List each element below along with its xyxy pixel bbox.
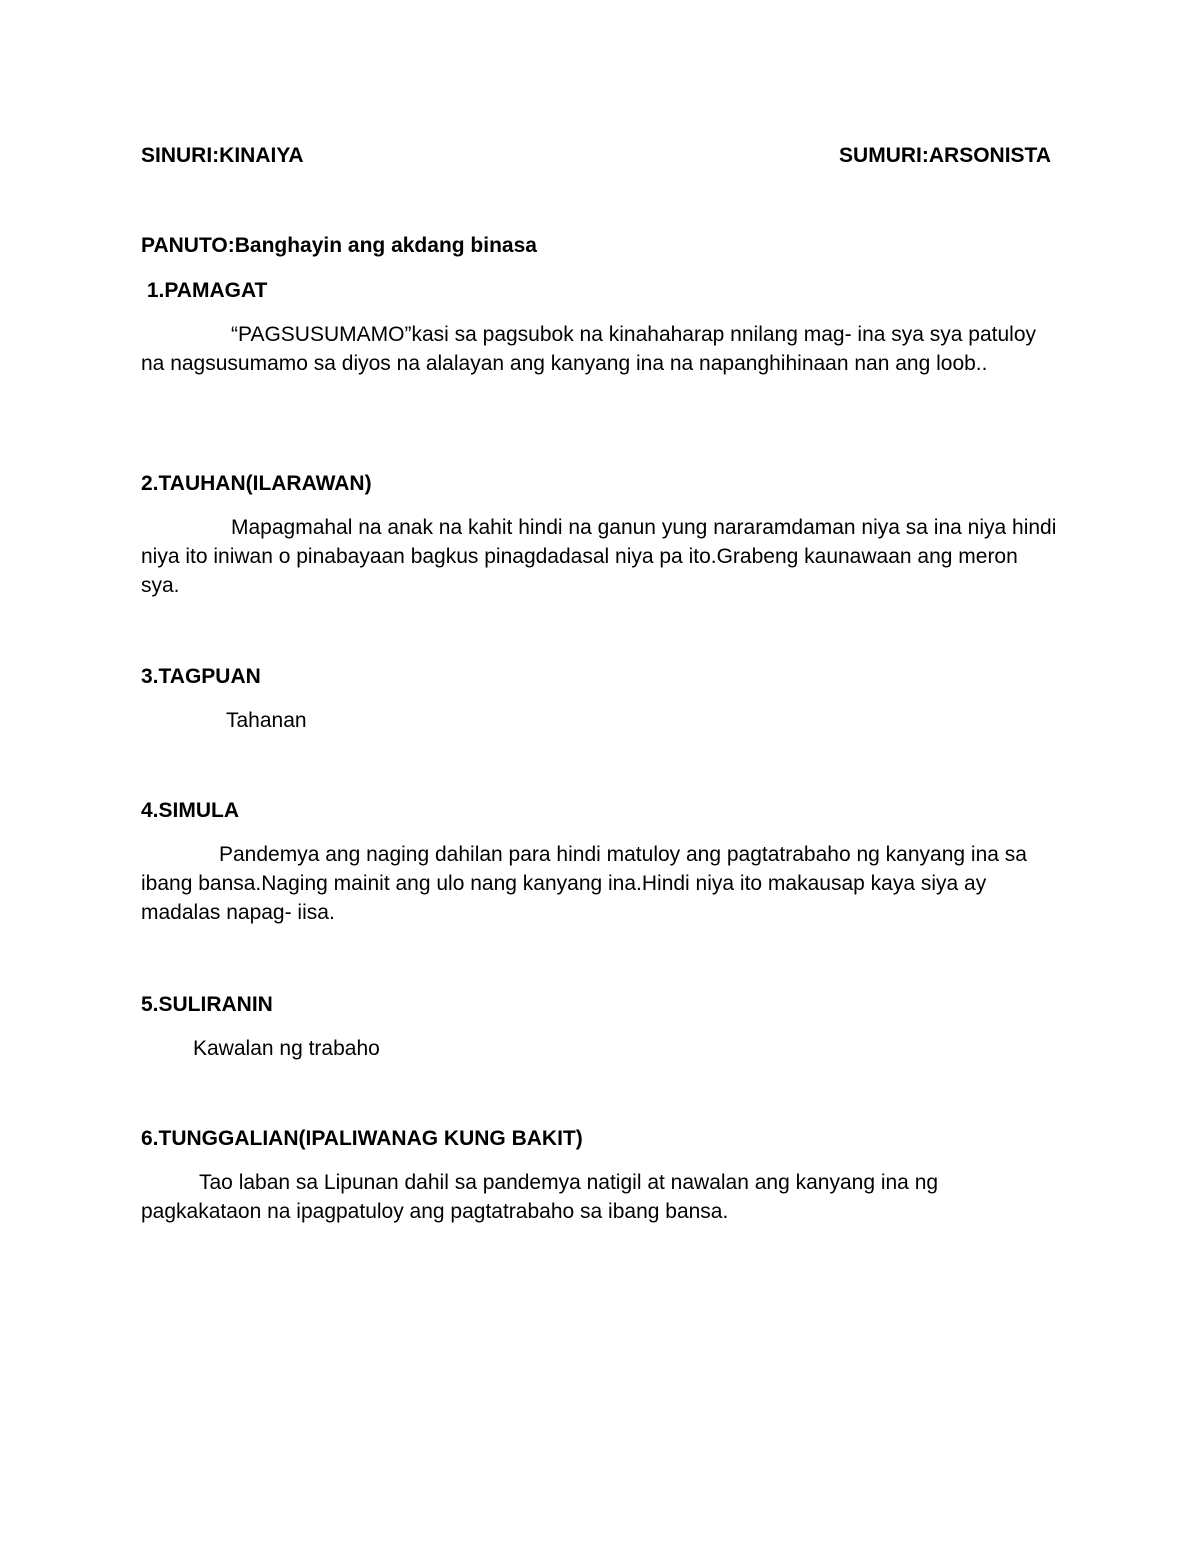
section-body: Mapagmahal na anak na kahit hindi na ganun yung nararamdaman niya sa ina niya hindi niya ito iniwan o pinabayaan bagkus pinagdadasal niya pa ito.Grabeng kaunawaan ang meron sya. bbox=[141, 516, 1057, 597]
section-pamagat bbox=[141, 278, 1061, 378]
sinuri-label: SINURI:KINAIYA bbox=[141, 144, 304, 167]
section-heading: 6.TUNGGALIAN(IPALIWANAG KUNG BAKIT) bbox=[141, 1127, 583, 1150]
section-heading: 1.PAMAGAT bbox=[141, 279, 268, 302]
section-body: Tao laban sa Lipunan dahil sa pandemya natigil at nawalan ang kanyang ina ng pagkakataon na ipagpatuloy ang pagtatrabaho sa ibang bansa. bbox=[141, 1171, 939, 1223]
instruction-line: PANUTO:Banghayin ang akdang binasa bbox=[141, 234, 537, 257]
section-heading: 4.SIMULA bbox=[141, 799, 240, 822]
section-body: Kawalan ng trabaho bbox=[193, 1037, 380, 1060]
section-simula bbox=[141, 798, 1061, 927]
section-body: Tahanan bbox=[226, 709, 307, 732]
section-tauhan bbox=[141, 471, 1061, 600]
section-heading: 5.SULIRANIN bbox=[141, 993, 273, 1016]
section-tagpuan bbox=[141, 664, 1061, 735]
section-suliranin bbox=[141, 992, 1061, 1063]
header-row bbox=[141, 143, 1051, 169]
section-body: Pandemya ang naging dahilan para hindi matuloy ang pagtatrabaho ng kanyang ina sa ibang bansa.Naging mainit ang ulo nang kanyang ina.Hindi niya ito makausap kaya siya ay madalas napag- iisa. bbox=[141, 843, 1027, 924]
section-heading: 2.TAUHAN(ILARAWAN) bbox=[141, 472, 372, 495]
section-tunggalian bbox=[141, 1126, 1061, 1226]
section-heading: 3.TAGPUAN bbox=[141, 665, 261, 688]
sumuri-label: SUMURI:ARSONISTA bbox=[839, 144, 1051, 167]
section-body: “PAGSUSUMAMO”kasi sa pagsubok na kinahaharap nnilang mag- ina sya sya patuloy na nagsusumamo sa diyos na alalayan ang kanyang ina na napanghihinaan nan ang loob.. bbox=[141, 323, 1037, 375]
